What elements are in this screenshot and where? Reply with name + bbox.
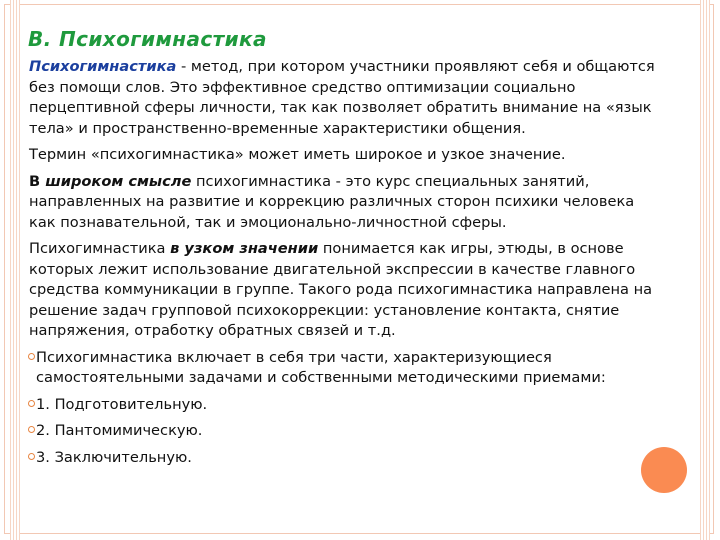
left-decor-stripe — [10, 0, 20, 540]
narrow-text: понимается как игры, этюды, в основе которых лежит использование двигательной экспрессии в качестве главного средства коммуникации в группе. Такого рода психогимнастика направлена на решение задач групповой психокоррекции: установление контакта, снятие напряжения, отработку обратных связей и т.д. — [29, 240, 653, 339]
narrow-lead: Психогимнастика — [29, 240, 171, 257]
list-item-text: 1. Подготовительную. — [36, 395, 208, 413]
paragraph-narrow-sense — [29, 239, 659, 342]
list-item — [29, 448, 659, 469]
slide-title: В. Психогимнастика — [28, 27, 267, 51]
bullet-circle-icon — [28, 400, 35, 407]
bullet-circle-icon — [28, 426, 35, 433]
broad-text: психогимнастика - это курс специальных занятий, направленных на развитие и коррекцию различных сторон психики человека как познавательной, так и эмоционально-личностной сферы. — [29, 172, 635, 231]
paragraph-broad-sense — [29, 172, 659, 234]
list-item-text: 2. Пантомимическую. — [36, 422, 203, 439]
slide-content — [29, 57, 659, 474]
list-item — [29, 395, 659, 416]
narrow-emphasis: в узком значении — [170, 240, 319, 257]
list-item — [29, 421, 659, 442]
bullet-circle-icon — [28, 453, 35, 460]
list-item-text: 3. Заключительную. — [36, 448, 192, 466]
list-item — [29, 348, 659, 389]
broad-emphasis: широком смысле — [45, 172, 192, 190]
bullet-circle-icon — [28, 353, 35, 360]
paragraph-definition — [29, 57, 659, 139]
broad-lead: В — [29, 172, 46, 190]
list-item-text: Психогимнастика включает в себя три части, характеризующиеся самостоятельными задачами и собственными методическими приемами: — [36, 348, 606, 386]
term-highlight: Психогимнастика — [29, 58, 177, 75]
paragraph-term-meaning: Термин «психогимнастика» может иметь широкое и узкое значение. — [29, 146, 566, 163]
decorative-circle — [641, 447, 687, 493]
right-decor-stripe — [700, 0, 710, 540]
definition-text: - метод, при котором участники проявляют себя и общаются без помощи слов. Это эффективное средство оптимизации социально перцептивной сферы личности, так как позволяет обратить внимание на «язык тела» и пространственно-временные характеристики общения. — [29, 58, 655, 137]
